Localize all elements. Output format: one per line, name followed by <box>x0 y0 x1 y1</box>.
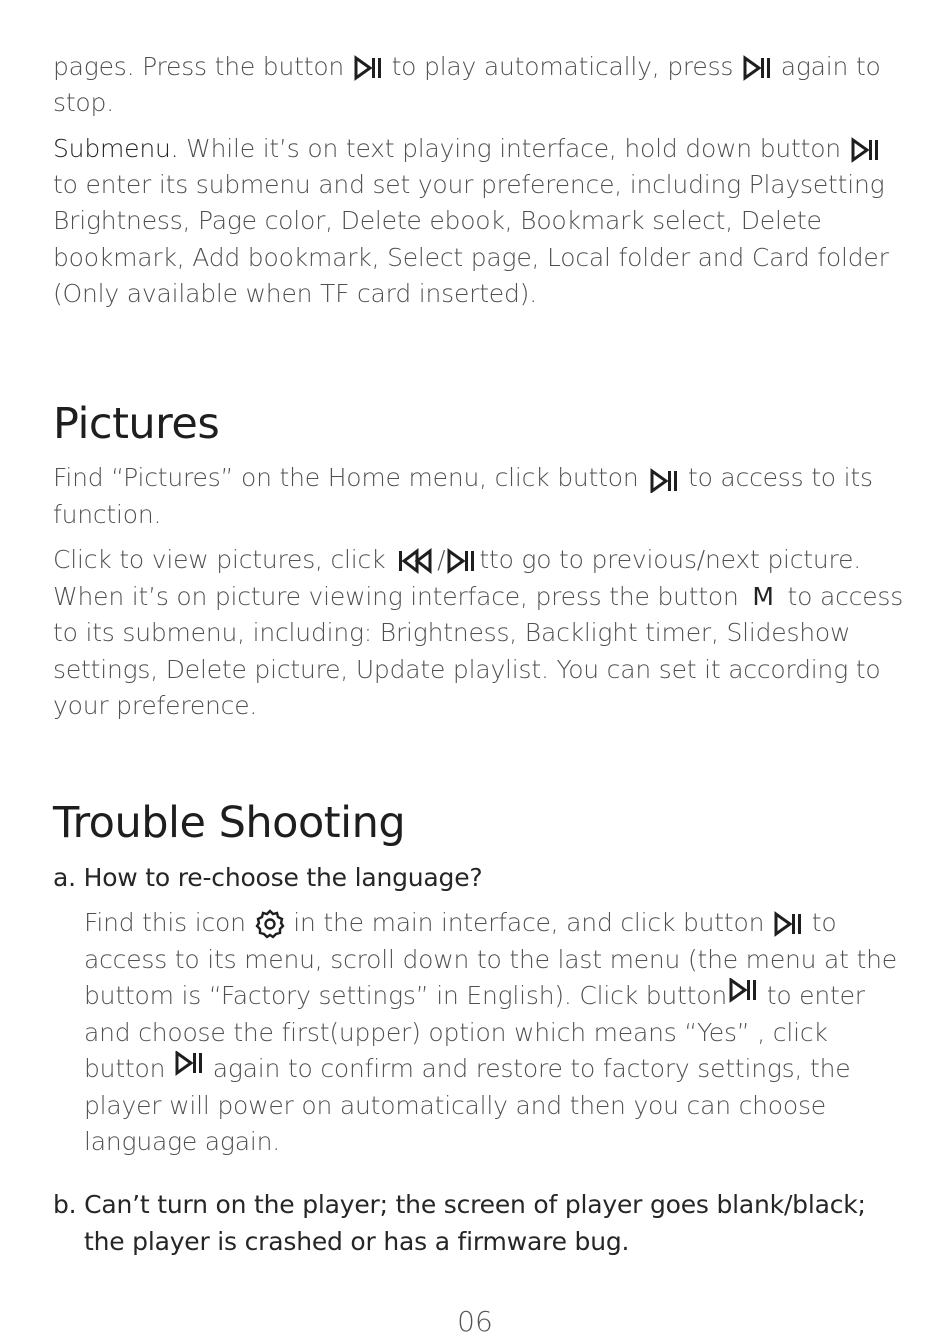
question-a: a. How to re-choose the language? <box>53 863 483 892</box>
text: / <box>437 545 446 574</box>
text: pages. Press the button <box>53 52 352 81</box>
intro-line-1 <box>53 49 881 85</box>
pictures-line-3 <box>53 542 861 578</box>
text: in the main interface, and click button <box>285 908 772 937</box>
text: While it’s on text playing interface, hold down button <box>178 134 849 163</box>
question-b-line-1: b. Can’t turn on the player; the screen of player goes blank/black; <box>53 1190 866 1219</box>
text: tto go to previous/next picture. <box>479 545 861 574</box>
text: again to confirm and restore to factory settings, the <box>205 1054 851 1083</box>
answer-a-line-4: and choose the first(upper) option which means “Yes” , click <box>84 1018 828 1047</box>
text: to access to its <box>680 463 873 492</box>
intro-line-5: Brightness, Page color, Delete ebook, Bookmark select, Delete <box>53 206 822 235</box>
pictures-line-5: to its submenu, including: Brightness, Backlight timer, Slideshow <box>53 618 851 647</box>
play-pause-icon <box>352 54 384 82</box>
intro-line-6: bookmark, Add bookmark, Select page, Local folder and Card folder <box>53 243 889 272</box>
pictures-line-1 <box>53 460 873 496</box>
text: to enter <box>758 981 865 1010</box>
intro-line-2: stop. <box>53 88 114 117</box>
text: button <box>84 1054 174 1083</box>
trouble-heading: Trouble Shooting <box>53 798 406 848</box>
play-pause-icon <box>445 547 479 575</box>
text: Find “Pictures” on the Home menu, click button <box>53 463 647 492</box>
intro-line-4: to enter its submenu and set your preference, including Playsetting <box>53 170 885 199</box>
intro-line-7: (Only available when TF card inserted). <box>53 279 537 308</box>
page-number: 06 <box>457 1305 493 1338</box>
play-pause-icon <box>173 1051 205 1079</box>
intro-line-3 <box>53 131 881 167</box>
gear-icon <box>254 908 286 940</box>
text: to play automatically, press <box>383 52 741 81</box>
play-pause-icon <box>849 136 881 164</box>
answer-a-line-3 <box>84 978 865 1014</box>
m-button-glyph: M <box>752 582 774 611</box>
submenu-label: Submenu. <box>53 134 179 163</box>
previous-track-icon <box>393 547 437 575</box>
answer-a-line-6: player will power on automatically and then you can choose <box>84 1091 826 1120</box>
text: Find this icon <box>84 908 254 937</box>
answer-a-line-2: access to its menu, scroll down to the last menu (the menu at the <box>84 945 897 974</box>
text: buttom is “Factory settings” in English). Click button <box>84 981 727 1010</box>
play-pause-icon <box>772 910 804 938</box>
text: again to <box>773 52 881 81</box>
question-b-line-2: the player is crashed or has a firmware bug. <box>84 1227 630 1256</box>
pictures-line-7: your preference. <box>53 691 258 720</box>
pictures-line-4 <box>53 579 903 615</box>
play-pause-icon <box>727 978 759 1006</box>
pictures-line-2: function. <box>53 500 162 529</box>
play-pause-icon <box>741 54 773 82</box>
text: to <box>803 908 837 937</box>
answer-a-line-7: language again. <box>84 1127 280 1156</box>
text: to access <box>779 582 904 611</box>
answer-a-line-1 <box>84 905 836 941</box>
play-pause-icon <box>646 465 680 493</box>
text: When it’s on picture viewing interface, press the button <box>53 582 747 611</box>
pictures-heading: Pictures <box>53 399 220 449</box>
answer-a-line-5 <box>84 1051 850 1087</box>
text: Click to view pictures, click <box>53 545 394 574</box>
pictures-line-6: settings, Delete picture, Update playlist. You can set it according to <box>53 655 881 684</box>
